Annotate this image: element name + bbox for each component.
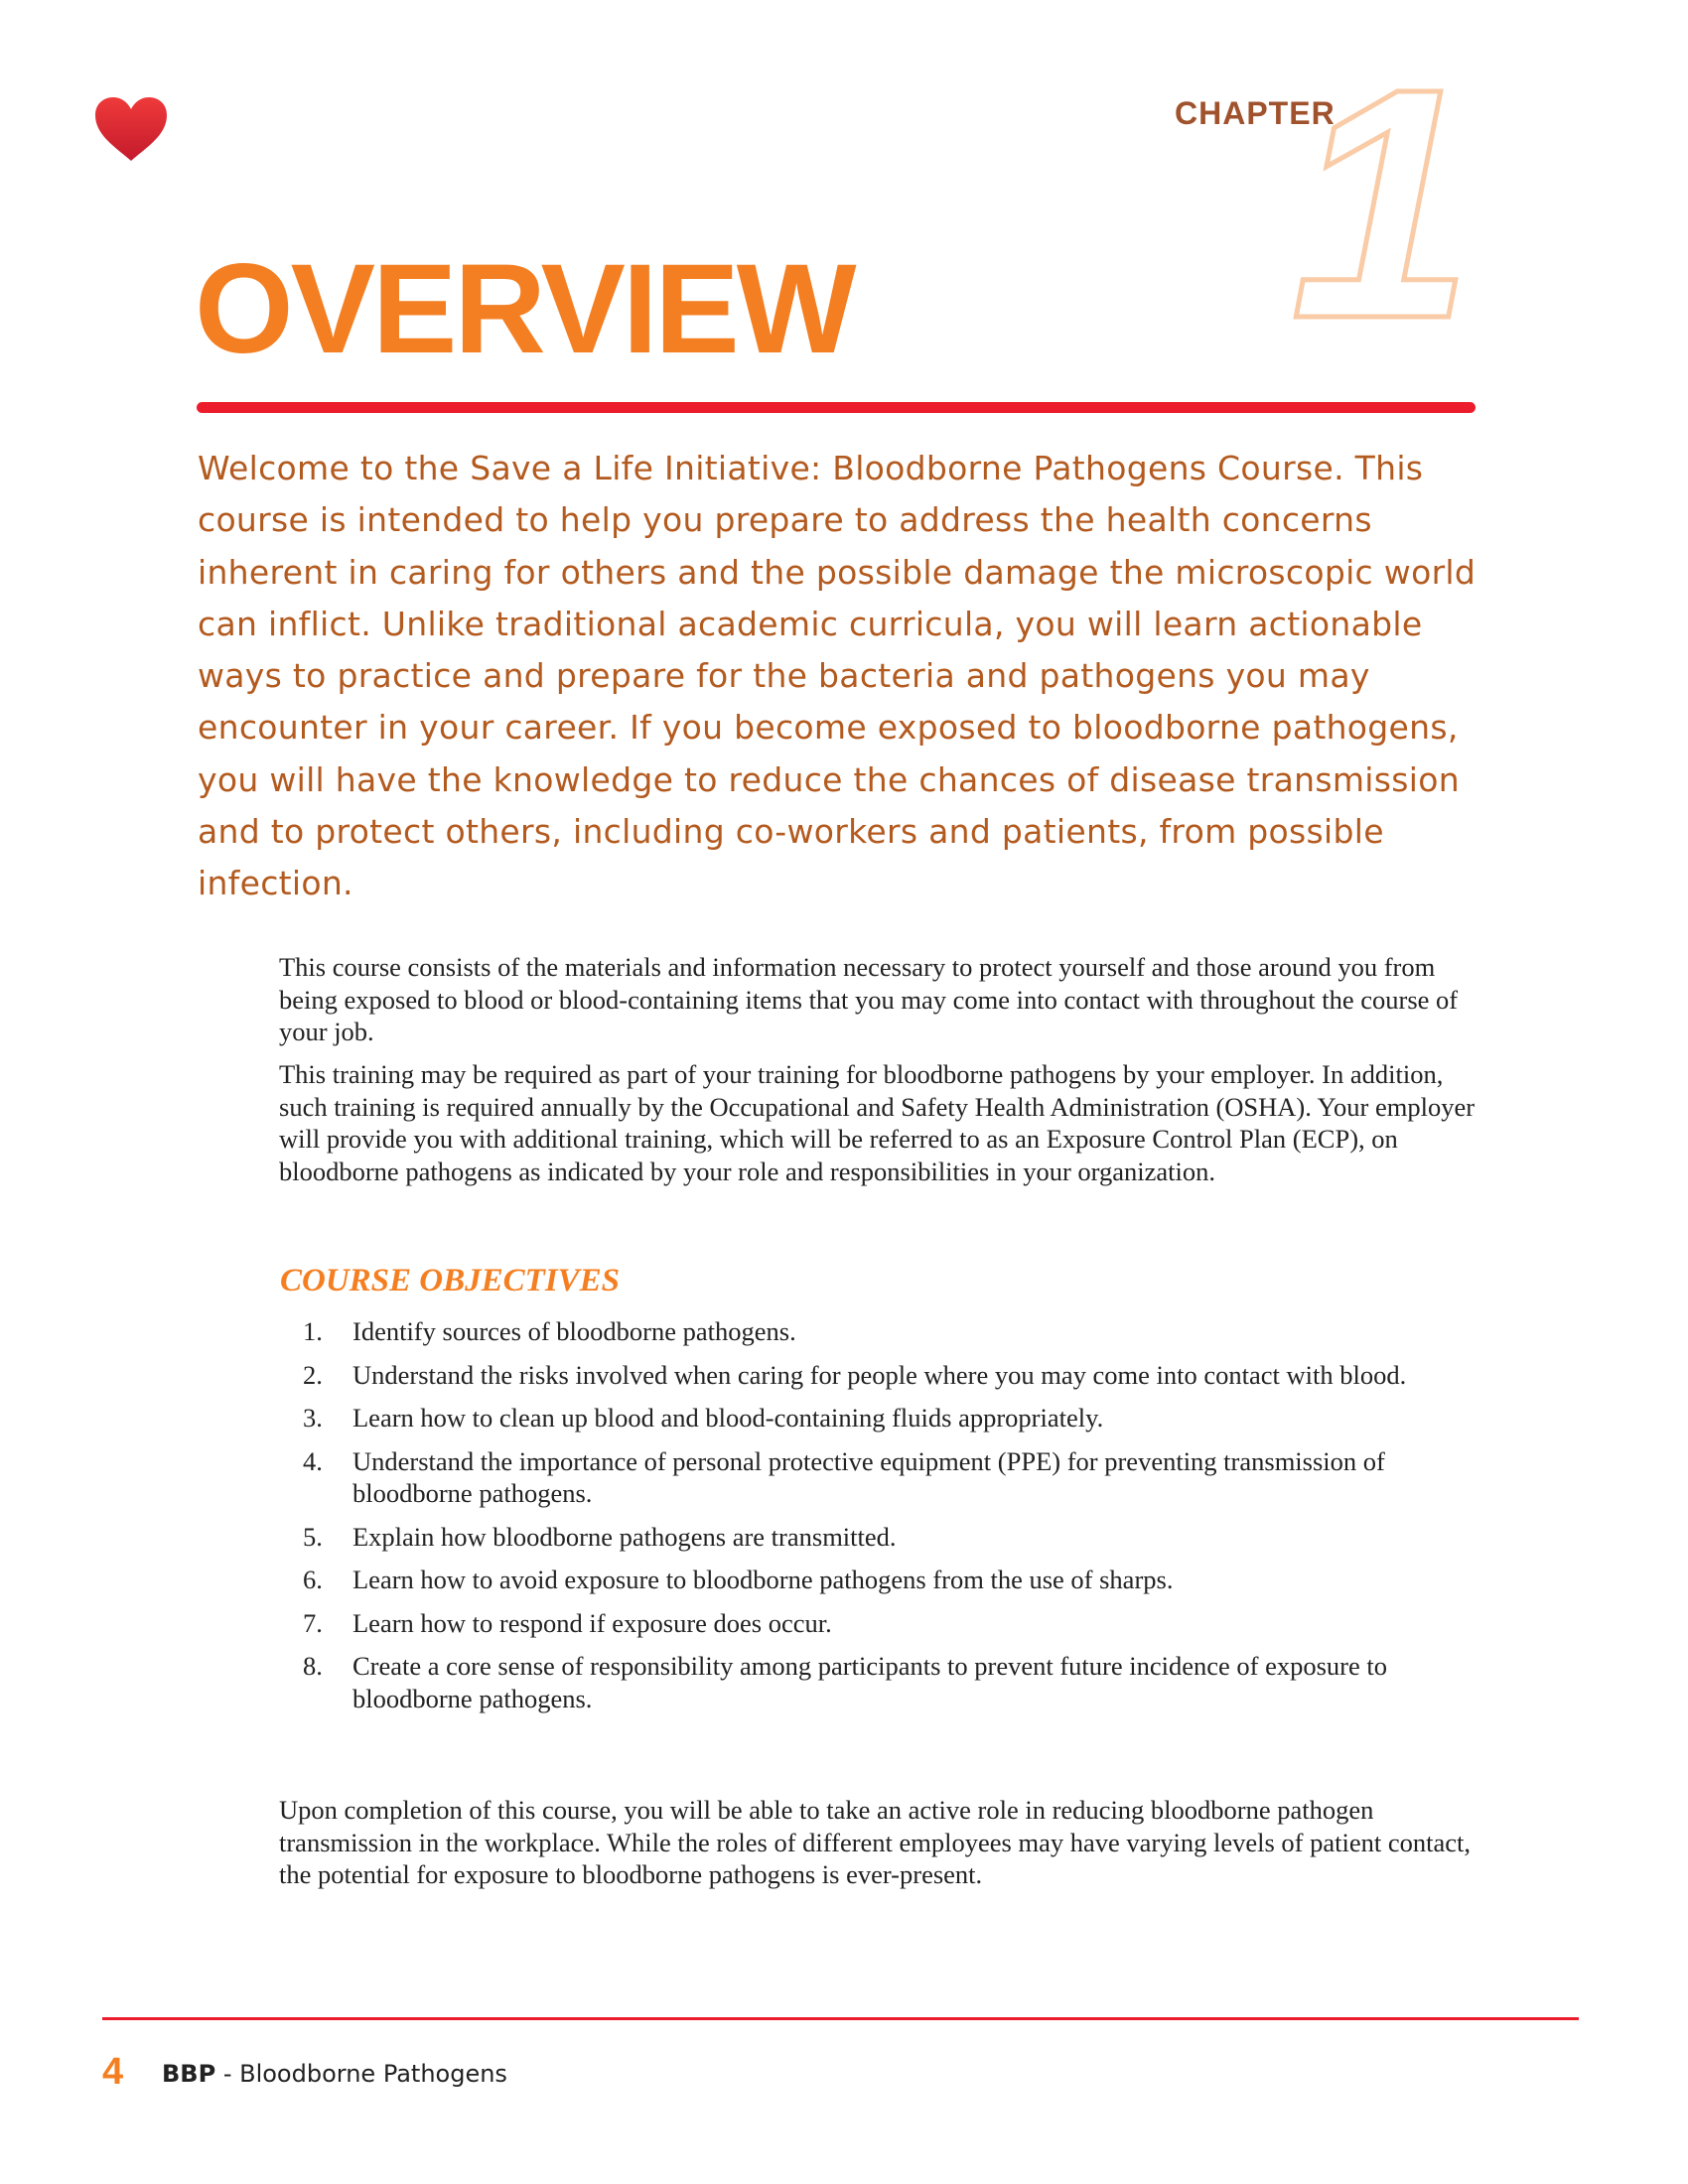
footer-abbrev: BBP xyxy=(162,2060,216,2088)
closing-paragraph: Upon completion of this course, you will be able to take an active role in reducing bloodborne pathogen transmission in the workplace. While the roles of different employees may have varying levels of patient contact, the potential for exposure to bloodborne pathogens is ever-present. xyxy=(279,1795,1471,1889)
footer-title xyxy=(162,2060,507,2088)
item-number: 8. xyxy=(303,1651,323,1681)
list-item xyxy=(279,1402,1421,1434)
objectives-list xyxy=(279,1315,1421,1725)
list-item xyxy=(279,1445,1421,1510)
item-text: Create a core sense of responsibility among participants to prevent future incidence of exposure to bloodborne pathogens. xyxy=(352,1651,1387,1713)
item-text: Explain how bloodborne pathogens are transmitted. xyxy=(352,1521,897,1552)
footer-separator: - xyxy=(215,2060,240,2088)
page-number: 4 xyxy=(102,2051,124,2093)
body-paragraph: This course consists of the materials and information necessary to protect yourself and those around you from being exposed to blood or blood-containing items that you may come into contact with throughout the course of your job. xyxy=(279,952,1459,1046)
body-paragraph: This training may be required as part of your training for bloodborne pathogens by your employer. In addition, such training is required annually by the Occupational and Safety Health Administration (OSHA). Your employer will provide you with additional training, which will be referred to as an Exposure Control Plan (ECP), on bloodborne pathogens as indicated by your role and responsibilities in your organization. xyxy=(279,1059,1476,1186)
item-text: Learn how to avoid exposure to bloodborne pathogens from the use of sharps. xyxy=(352,1565,1174,1594)
footer-course-name: Bloodborne Pathogens xyxy=(239,2060,507,2088)
item-text: Understand the risks involved when caring for people where you may come into contact with blood. xyxy=(352,1359,1407,1390)
heart-icon xyxy=(95,97,167,161)
list-item xyxy=(279,1315,1421,1348)
item-text: Learn how to respond if exposure does occur. xyxy=(352,1607,832,1638)
objectives-heading: COURSE OBJECTIVES xyxy=(280,1263,621,1298)
item-text: Understand the importance of personal protective equipment (PPE) for preventing transmission of bloodborne pathogens. xyxy=(352,1445,1385,1508)
page-title: OVERVIEW xyxy=(195,238,854,380)
item-text: Learn how to clean up blood and blood-containing fluids appropriately. xyxy=(352,1403,1104,1433)
list-item xyxy=(279,1607,1421,1640)
item-number: 1. xyxy=(303,1316,323,1346)
item-number: 2. xyxy=(303,1359,323,1390)
list-item xyxy=(279,1521,1421,1554)
footer-divider xyxy=(102,2017,1579,2020)
item-number: 7. xyxy=(303,1607,323,1638)
list-item xyxy=(279,1359,1421,1392)
item-number: 4. xyxy=(303,1445,323,1476)
intro-paragraph: Welcome to the Save a Life Initiative: Bloodborne Pathogens Course. This course is intended to help you prepare to address the health concerns inherent in caring for others and the possible damage the microscopic world can inflict. Unlike traditional academic curricula, you will learn actionable ways to practice and prepare for the bacteria and pathogens you may encounter in your career. If you become exposed to bloodborne pathogens, you will have the knowledge to reduce the chances of disease transmission and to protect others, including co-workers and patients, from possible infection. xyxy=(198,449,1477,903)
list-item xyxy=(279,1650,1421,1714)
chapter-number: 1 xyxy=(1291,20,1474,386)
item-number: 3. xyxy=(303,1403,323,1433)
list-item xyxy=(279,1564,1421,1596)
title-divider xyxy=(197,402,1476,413)
item-number: 6. xyxy=(303,1565,323,1594)
item-number: 5. xyxy=(303,1521,323,1552)
chapter-label: CHAPTER xyxy=(1175,95,1336,131)
item-text: Identify sources of bloodborne pathogens. xyxy=(352,1316,796,1346)
